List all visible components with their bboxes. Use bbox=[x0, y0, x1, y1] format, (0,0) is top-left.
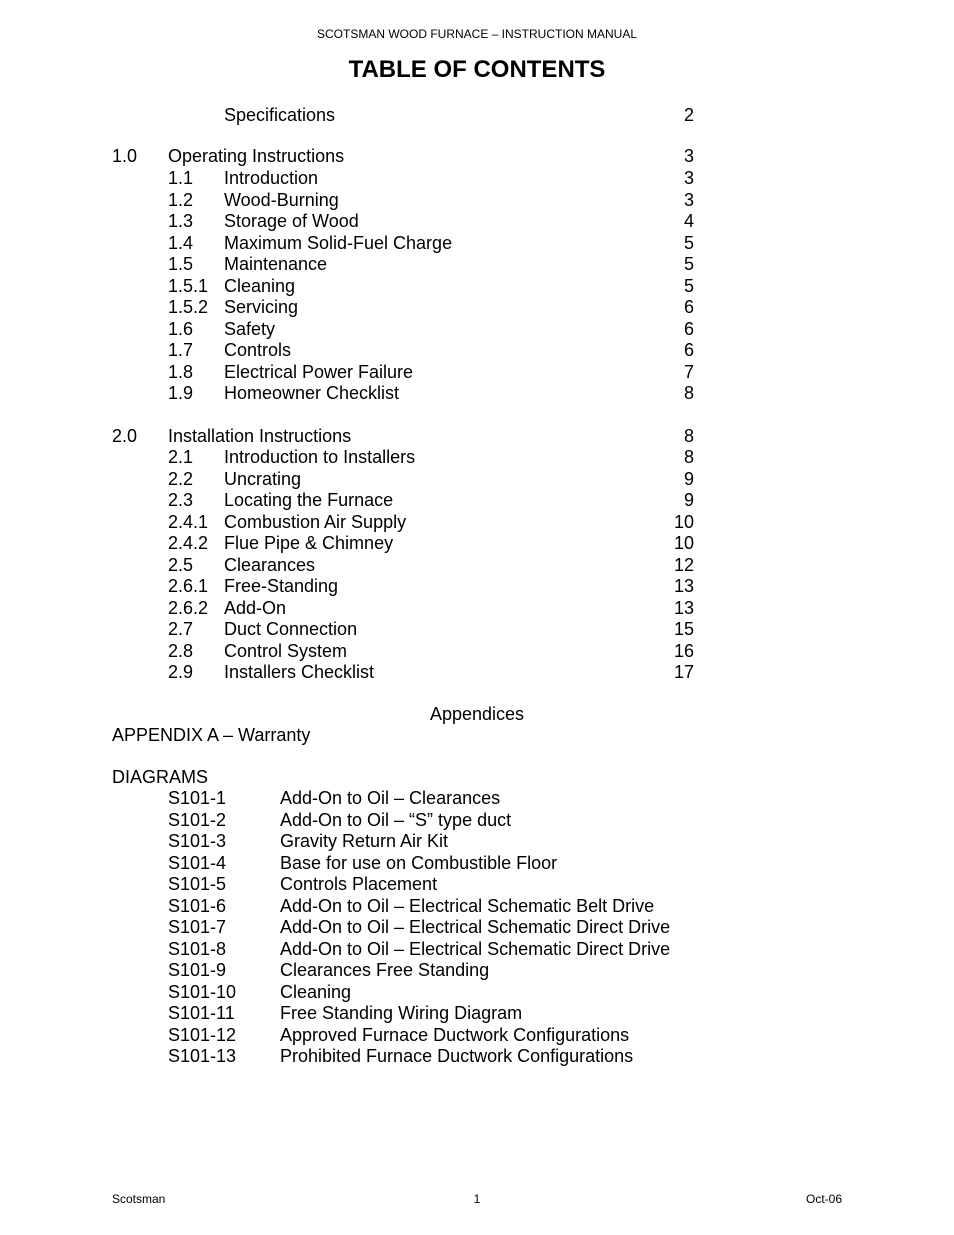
diagram-code: S101-3 bbox=[168, 831, 227, 851]
toc-subsection-number: 2.6.2 bbox=[168, 597, 209, 618]
diagram-label: Add-On to Oil – Clearances bbox=[280, 788, 501, 808]
toc-subsection-row bbox=[0, 555, 954, 576]
diagram-row bbox=[0, 917, 954, 938]
toc-subsection-page: 10 bbox=[673, 511, 694, 532]
diagram-code: S101-8 bbox=[168, 938, 227, 959]
toc-subsection-page: 5 bbox=[683, 254, 694, 274]
toc-subsection-page: 5 bbox=[683, 275, 694, 296]
toc-subsection-page: 3 bbox=[683, 189, 694, 210]
toc-subsection-row bbox=[0, 211, 954, 232]
diagram-label: Free Standing Wiring Diagram bbox=[280, 1003, 523, 1023]
toc-subsection-row bbox=[0, 641, 954, 662]
toc-subsection-page: 3 bbox=[683, 168, 694, 188]
toc-subsection-row bbox=[0, 362, 954, 383]
toc-subsection-number: 1.6 bbox=[168, 318, 194, 339]
toc-subsection-row bbox=[0, 168, 954, 189]
toc-subsection-row bbox=[0, 319, 954, 340]
footer-left: Scotsman bbox=[112, 1192, 166, 1206]
toc-subsection-label: Introduction bbox=[224, 168, 319, 188]
toc-subsection-number: 1.4 bbox=[168, 232, 194, 253]
diagram-row bbox=[0, 960, 954, 981]
diagram-label: Gravity Return Air Kit bbox=[280, 831, 449, 851]
toc-subsection-page: 9 bbox=[683, 468, 694, 489]
toc-section-1-row bbox=[0, 146, 954, 167]
diagram-row bbox=[0, 1046, 954, 1067]
toc-entry-page: 2 bbox=[683, 105, 694, 125]
toc-subsection-row bbox=[0, 276, 954, 297]
toc-subsection-number: 1.5.2 bbox=[168, 297, 209, 317]
toc-subsection-page: 16 bbox=[673, 640, 694, 661]
diagram-code: S101-9 bbox=[168, 960, 227, 980]
toc-subsection-row bbox=[0, 297, 954, 318]
running-header: SCOTSMAN WOOD FURNACE – INSTRUCTION MANUAL bbox=[316, 27, 637, 41]
toc-subsection-label: Servicing bbox=[224, 297, 299, 317]
toc-subsection-number: 1.9 bbox=[168, 383, 194, 403]
toc-subsection-row bbox=[0, 233, 954, 254]
toc-subsection-number: 1.7 bbox=[168, 340, 194, 360]
diagram-code: S101-1 bbox=[168, 788, 227, 808]
diagram-row bbox=[0, 831, 954, 852]
diagram-code: S101-6 bbox=[168, 895, 227, 916]
toc-subsection-page: 15 bbox=[673, 619, 694, 639]
toc-subsection-page: 9 bbox=[683, 490, 694, 510]
toc-section-number: 1.0 bbox=[112, 146, 138, 166]
diagram-row bbox=[0, 810, 954, 831]
toc-subsection-number: 1.3 bbox=[168, 211, 194, 231]
toc-subsection-page: 13 bbox=[673, 597, 694, 618]
page-title: TABLE OF CONTENTS bbox=[348, 56, 606, 83]
toc-subsection-label: Duct Connection bbox=[224, 619, 358, 639]
toc-specifications-row bbox=[0, 105, 954, 126]
toc-subsection-number: 2.5 bbox=[168, 554, 194, 575]
toc-subsection-number: 2.7 bbox=[168, 619, 194, 639]
toc-subsection-row bbox=[0, 340, 954, 361]
toc-subsection-page: 7 bbox=[683, 361, 694, 382]
diagram-label: Approved Furnace Ductwork Configurations bbox=[280, 1024, 630, 1045]
diagram-code: S101-2 bbox=[168, 809, 227, 830]
toc-subsection-page: 10 bbox=[673, 533, 694, 553]
diagram-code: S101-5 bbox=[168, 874, 227, 894]
toc-subsection-row bbox=[0, 490, 954, 511]
toc-subsection-number: 1.5 bbox=[168, 254, 194, 274]
toc-subsection-label: Control System bbox=[224, 640, 348, 661]
toc-subsection-row bbox=[0, 512, 954, 533]
toc-subsection-label: Installers Checklist bbox=[224, 662, 375, 682]
toc-subsection-label: Uncrating bbox=[224, 468, 302, 489]
toc-subsection-label: Cleaning bbox=[224, 275, 296, 296]
toc-subsection-label: Combustion Air Supply bbox=[224, 511, 407, 532]
diagram-code: S101-4 bbox=[168, 852, 227, 873]
toc-subsection-label: Maximum Solid-Fuel Charge bbox=[224, 232, 453, 253]
toc-subsection-label: Homeowner Checklist bbox=[224, 383, 400, 403]
diagram-code: S101-11 bbox=[168, 1003, 235, 1023]
toc-subsection-label: Add-On bbox=[224, 597, 287, 618]
diagram-label: Add-On to Oil – Electrical Schematic Direct Drive bbox=[280, 917, 671, 937]
toc-subsection-label: Maintenance bbox=[224, 254, 328, 274]
toc-subsection-label: Electrical Power Failure bbox=[224, 361, 414, 382]
toc-subsection-row bbox=[0, 254, 954, 275]
diagram-label: Cleaning bbox=[280, 981, 352, 1002]
toc-subsection-row bbox=[0, 619, 954, 640]
appendices-heading: Appendices bbox=[429, 704, 525, 724]
toc-subsection-page: 6 bbox=[683, 340, 694, 360]
diagram-label: Add-On to Oil – Electrical Schematic Belt Drive bbox=[280, 895, 655, 916]
toc-subsection-row bbox=[0, 469, 954, 490]
footer-date: Oct-06 bbox=[805, 1192, 842, 1206]
toc-subsection-number: 2.8 bbox=[168, 640, 194, 661]
diagram-label: Base for use on Combustible Floor bbox=[280, 852, 558, 873]
toc-subsection-number: 2.1 bbox=[168, 447, 194, 467]
toc-subsection-number: 2.3 bbox=[168, 490, 194, 510]
toc-subsection-label: Flue Pipe & Chimney bbox=[224, 533, 394, 553]
toc-subsection-label: Clearances bbox=[224, 554, 316, 575]
toc-subsection-row bbox=[0, 383, 954, 404]
toc-subsection-page: 6 bbox=[683, 297, 694, 317]
toc-subsection-number: 2.9 bbox=[168, 662, 194, 682]
toc-section-label: Installation Instructions bbox=[168, 426, 352, 446]
toc-entry-page: 8 bbox=[683, 426, 694, 446]
toc-subsection-row bbox=[0, 598, 954, 619]
diagram-row bbox=[0, 1025, 954, 1046]
diagram-code: S101-7 bbox=[168, 917, 227, 937]
toc-subsection-number: 1.1 bbox=[168, 168, 194, 188]
toc-subsection-label: Introduction to Installers bbox=[224, 447, 416, 467]
toc-subsection-number: 2.4.1 bbox=[168, 511, 209, 532]
diagram-label: Prohibited Furnace Ductwork Configurations bbox=[280, 1046, 634, 1066]
appendix-a-entry: APPENDIX A – Warranty bbox=[112, 725, 311, 745]
diagram-label: Controls Placement bbox=[280, 874, 438, 894]
toc-subsection-number: 1.2 bbox=[168, 189, 194, 210]
toc-subsection-page: 17 bbox=[673, 662, 694, 682]
toc-subsection-number: 2.2 bbox=[168, 468, 194, 489]
toc-subsection-page: 12 bbox=[673, 554, 694, 575]
toc-subsection-row bbox=[0, 190, 954, 211]
toc-subsection-number: 1.8 bbox=[168, 361, 194, 382]
toc-subsection-row bbox=[0, 662, 954, 683]
toc-subsection-page: 8 bbox=[683, 383, 694, 403]
toc-subsection-label: Storage of Wood bbox=[224, 211, 359, 231]
toc-subsection-label: Free-Standing bbox=[224, 576, 339, 596]
toc-subsection-label: Wood-Burning bbox=[224, 189, 339, 210]
toc-subsection-label: Locating the Furnace bbox=[224, 490, 394, 510]
diagram-row bbox=[0, 1003, 954, 1024]
toc-section-number: 2.0 bbox=[112, 426, 138, 446]
toc-subsection-row bbox=[0, 533, 954, 554]
toc-section-label: Operating Instructions bbox=[168, 146, 345, 166]
toc-subsection-label: Safety bbox=[224, 318, 276, 339]
toc-entry-page: 3 bbox=[683, 146, 694, 166]
diagram-code: S101-10 bbox=[168, 981, 237, 1002]
toc-subsection-row bbox=[0, 447, 954, 468]
diagram-code: S101-12 bbox=[168, 1024, 237, 1045]
toc-subsection-page: 8 bbox=[683, 447, 694, 467]
toc-subsection-label: Controls bbox=[224, 340, 292, 360]
diagram-label: Clearances Free Standing bbox=[280, 960, 490, 980]
toc-entry-label: Specifications bbox=[224, 105, 336, 125]
diagram-row bbox=[0, 982, 954, 1003]
footer-page-number: 1 bbox=[473, 1192, 481, 1206]
diagram-label: Add-On to Oil – Electrical Schematic Direct Drive bbox=[280, 938, 671, 959]
toc-subsection-number: 1.5.1 bbox=[168, 275, 209, 296]
diagram-row bbox=[0, 896, 954, 917]
diagrams-heading: DIAGRAMS bbox=[112, 767, 209, 787]
toc-subsection-number: 2.6.1 bbox=[168, 576, 209, 596]
toc-subsection-page: 13 bbox=[673, 576, 694, 596]
diagram-code: S101-13 bbox=[168, 1046, 237, 1066]
diagram-row bbox=[0, 874, 954, 895]
diagram-row bbox=[0, 788, 954, 809]
toc-subsection-row bbox=[0, 576, 954, 597]
toc-subsection-page: 6 bbox=[683, 318, 694, 339]
toc-subsection-page: 4 bbox=[683, 211, 694, 231]
toc-subsection-number: 2.4.2 bbox=[168, 533, 209, 553]
diagram-label: Add-On to Oil – “S” type duct bbox=[280, 809, 512, 830]
toc-section-2-row bbox=[0, 426, 954, 447]
toc-subsection-page: 5 bbox=[683, 232, 694, 253]
diagram-row bbox=[0, 939, 954, 960]
diagram-row bbox=[0, 853, 954, 874]
